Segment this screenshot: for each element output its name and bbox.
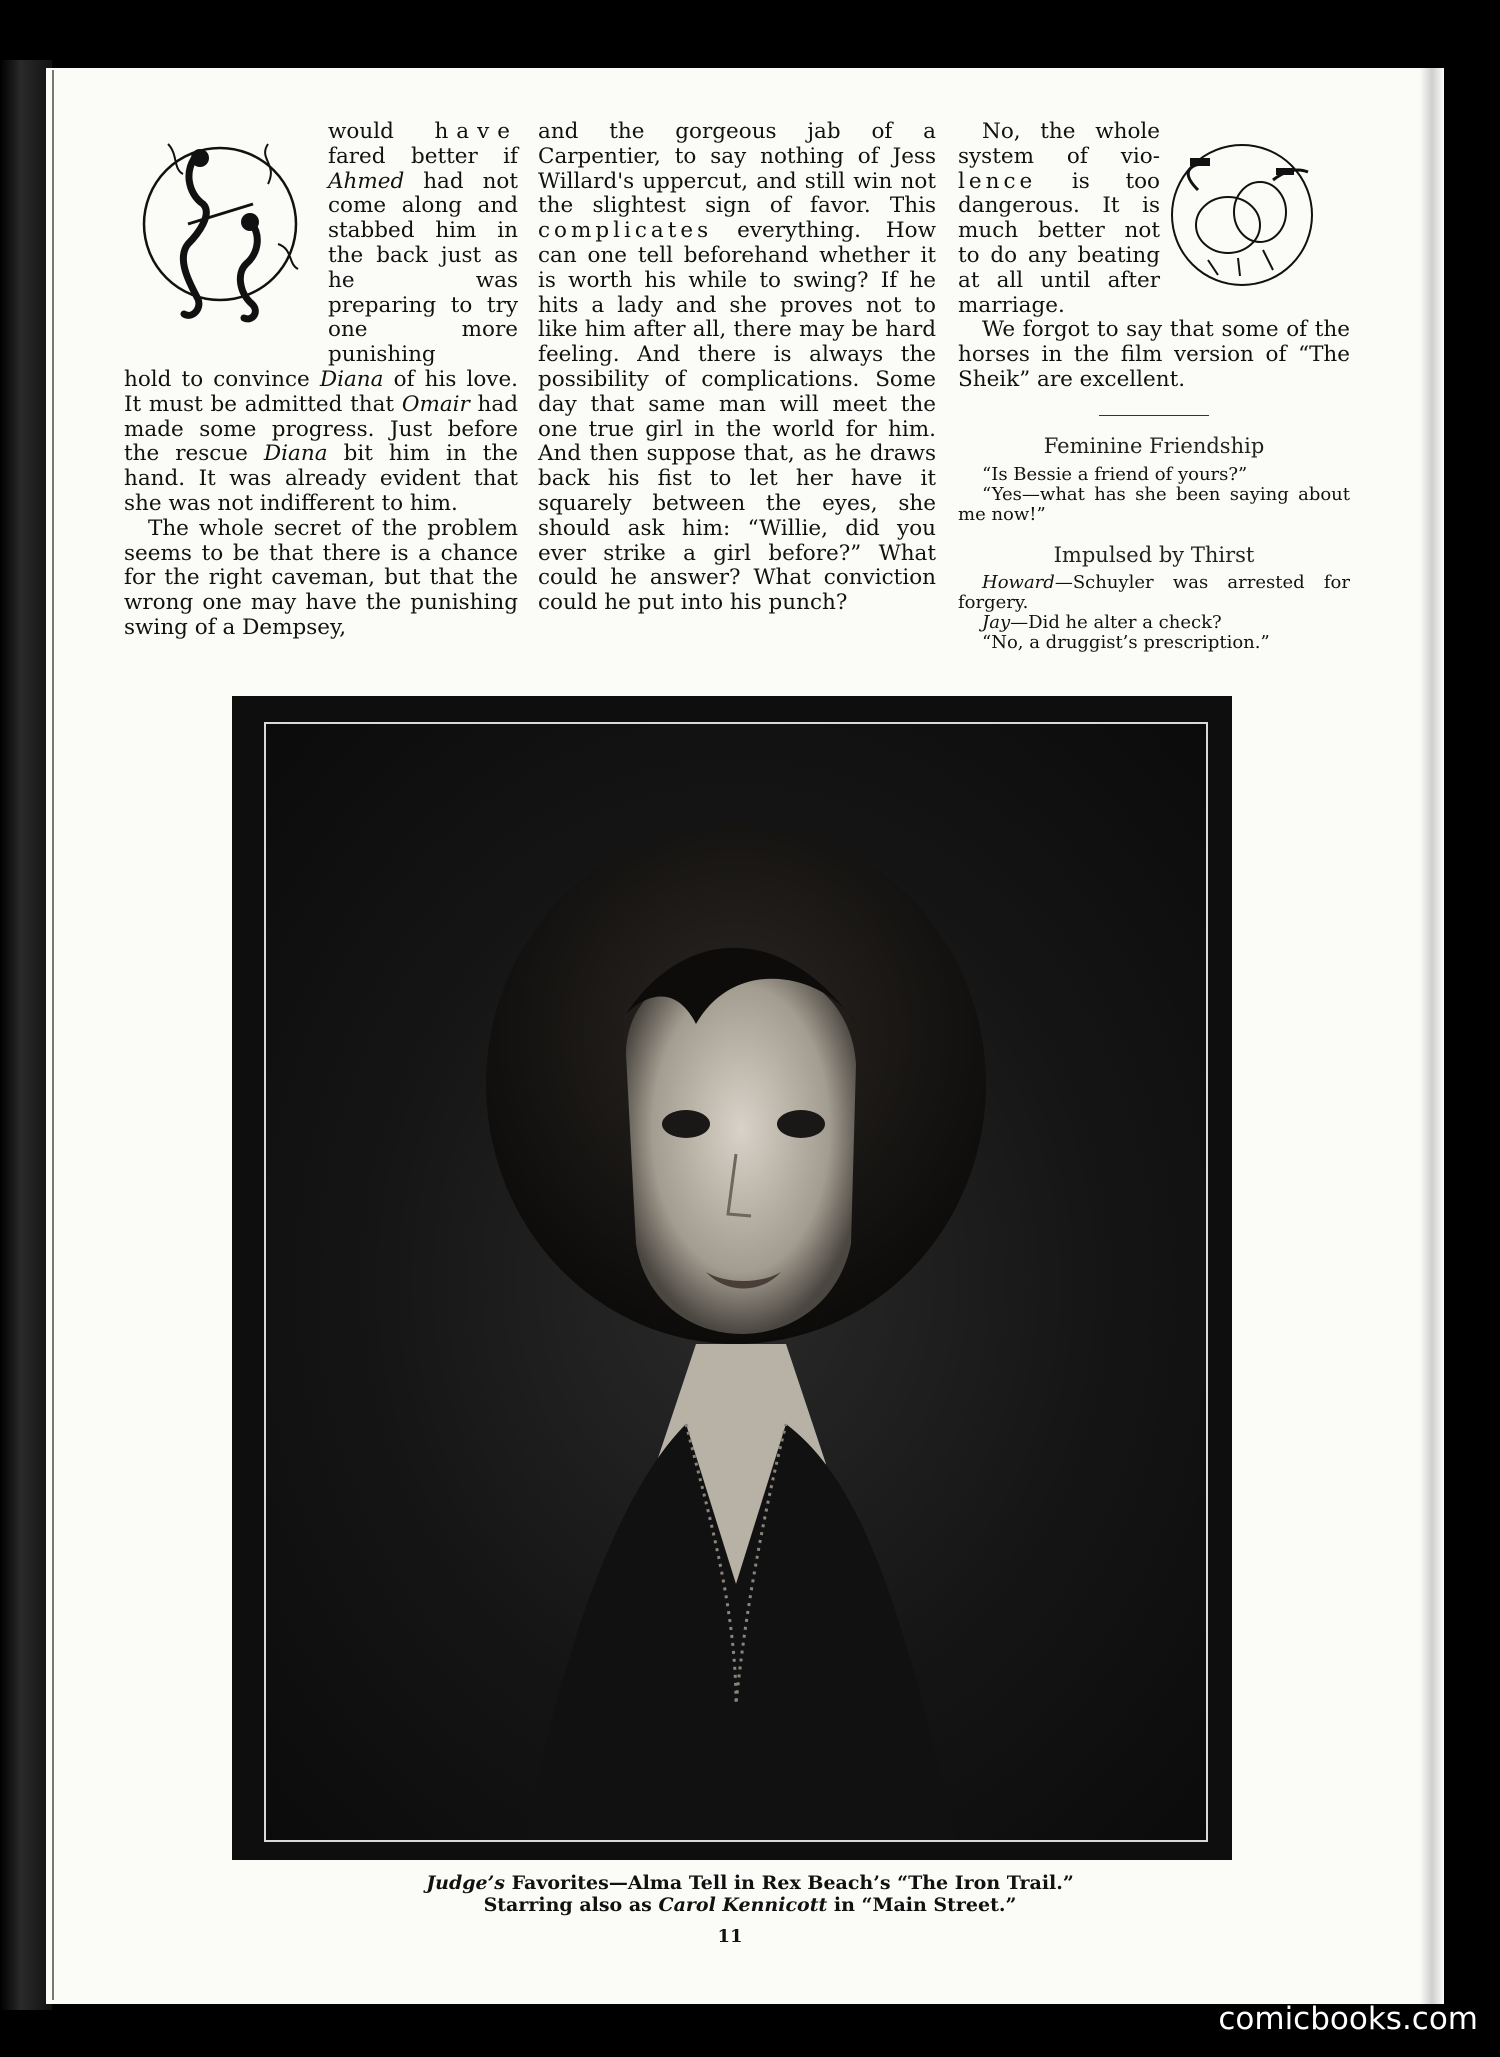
caption-line-2 (300, 1894, 1200, 1916)
italic-name: Omair (401, 391, 470, 417)
italic-name: Diana (319, 366, 384, 392)
text-span: Favorites—Alma Tell in Rex Beach’s “The Iron Trail.” (504, 1872, 1074, 1894)
joke-title: Feminine Friendship (1043, 433, 1265, 458)
paragraph-continued (124, 368, 518, 517)
text-column-1 (124, 120, 518, 641)
paragraph: The whole secret of the problem seems to be that there is a chance for the right caveman, but that the wrong one may have the punishing swing of a Dempsey, (124, 515, 518, 640)
watermark: comicbooks.com (1218, 2001, 1478, 2037)
photo-caption (300, 1872, 1200, 1916)
text-span: would (328, 119, 435, 144)
joke-line: “Yes—what has she been saying about me now!” (958, 483, 1350, 525)
paragraph (958, 120, 1350, 318)
joke-line: “No, a druggist’s prescription.” (982, 632, 1270, 654)
text-span: and the gorgeous jab of a Carpentier, to say nothing of Jess Willard's uppercut, and still win not the slightest sign of favor. This (538, 119, 936, 219)
text-span: had not come along and stabbed him in the back just as he was preparing to try one more punishing (328, 168, 518, 368)
joke-body (958, 573, 1350, 653)
text-span: is too dangerous. It is much better not to do any beating at all until after marriage. (958, 168, 1160, 318)
divider (1099, 415, 1209, 416)
joke-body (958, 465, 1350, 525)
text-column-3 (958, 120, 1350, 653)
paragraph (538, 120, 936, 616)
caption-line-1 (300, 1872, 1200, 1894)
text-span: everything. How can one tell beforehand whether it is worth his while to swing? If he hits a lady and she proves not to like him after all, there may be hard feeling. And there is always the possibility of complications. Some day that same man will meet the one true girl in the world for him. And then suppose that, as he draws back his fist to let her have it squarely between the eyes, she should ask him: “Willie, did you ever strike a girl before?” What could he answer? What conviction could he put into his punch? (538, 218, 936, 616)
speaker-name: Jay (982, 612, 1011, 634)
joke-title: Impulsed by Thirst (1053, 542, 1255, 567)
text-column-2 (538, 120, 936, 616)
speaker-name: Howard (982, 572, 1055, 594)
text-span-spaced: lence (958, 168, 1037, 194)
italic-text: Carol Kennicott (658, 1894, 828, 1916)
italic-name: Diana (263, 441, 328, 467)
joke-line: “Is Bessie a friend of yours?” (982, 463, 1248, 485)
gutter-line (52, 70, 54, 2000)
text-span: of his love. It must be admitted that (124, 366, 518, 417)
text-span: hold to convince (124, 366, 320, 392)
book-spine (0, 60, 52, 2010)
text-span: Starring also as (483, 1894, 659, 1916)
text-span: fared better if (328, 143, 518, 169)
text-span: had made some progress. Just before the rescue (124, 391, 518, 467)
portrait-figure (266, 724, 1206, 1840)
text-span: No, the whole system of vio- (958, 119, 1160, 169)
text-span: —Did he alter a check? (1010, 612, 1222, 634)
paragraph: We forgot to say that some of the horses in the film version of “The Sheik” are excellent. (958, 317, 1350, 392)
joke-line (958, 613, 1350, 633)
paragraph-wrapped (124, 120, 518, 368)
text-span-spaced: have (434, 119, 518, 144)
italic-name: Ahmed (328, 168, 405, 194)
text-span: bit him in the hand. It was already evident that she was not indifferent to him. (124, 441, 518, 516)
text-span-spaced: complicates (538, 218, 713, 244)
page-number: 11 (717, 1926, 743, 1947)
text-span: in “Main Street.” (827, 1894, 1017, 1916)
joke-line (958, 573, 1350, 613)
portrait-photo (264, 722, 1208, 1842)
text-span: —Schuyler was arrested for forgery. (958, 572, 1350, 614)
italic-text: Judge’s (426, 1872, 505, 1894)
page-edge-shadow (1420, 68, 1444, 2004)
